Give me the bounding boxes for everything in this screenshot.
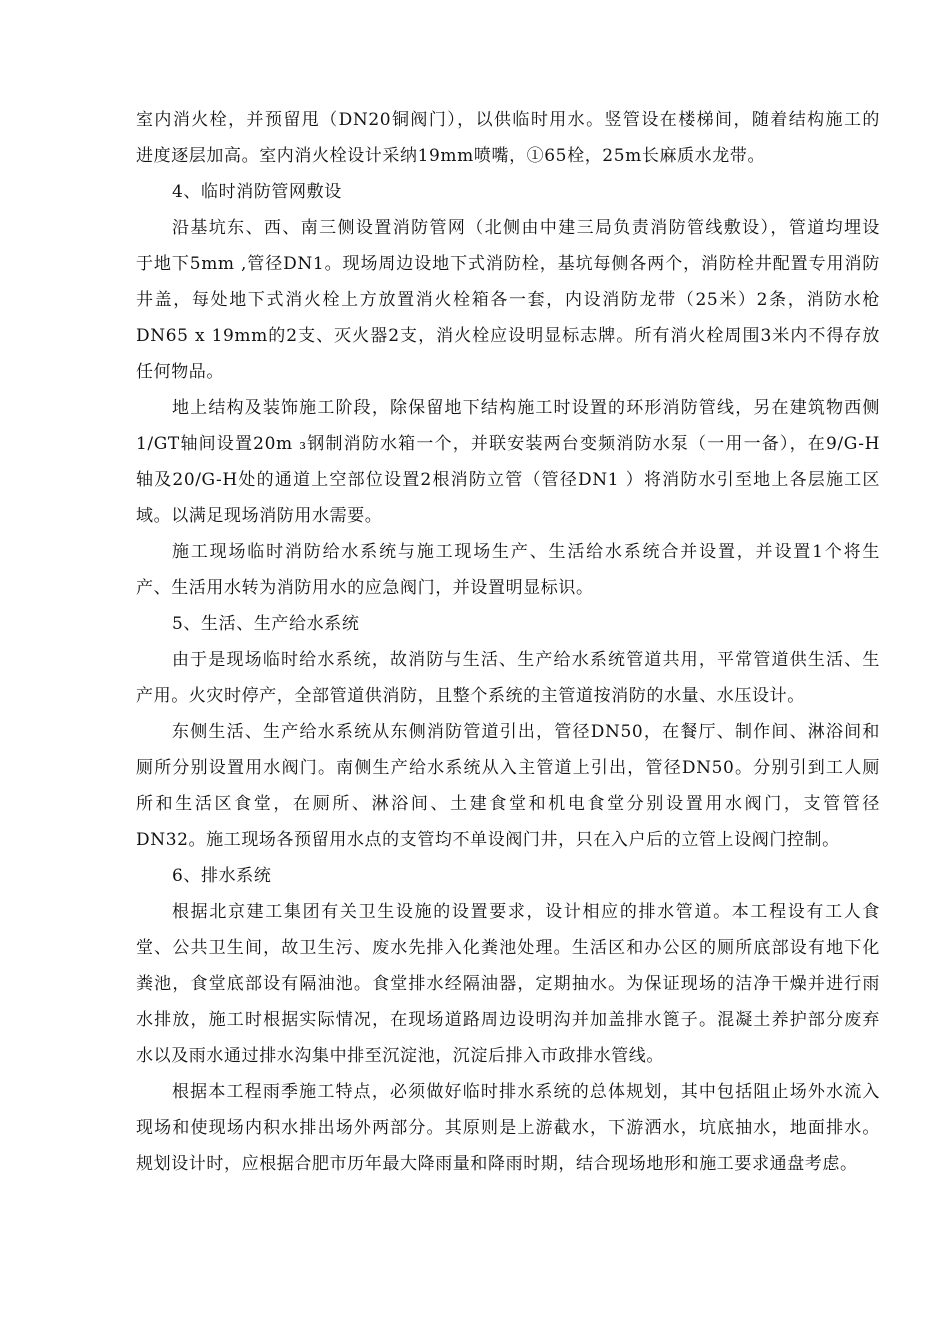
text-line: 由于是现场临时给水系统，故消防与生活、生产给水系统管道共用，平常管道供生活、生 — [172, 650, 880, 670]
text-line: 根据北京建工集团有关卫生设施的设置要求，设计相应的排水管道。本工程设有工人食 — [172, 902, 880, 922]
text-line: 任何物品。 — [136, 362, 224, 382]
text-line: 沿基坑东、西、南三侧设置消防管网（北侧由中建三局负责消防管线敷设），管道均埋设 — [172, 218, 880, 238]
text-line: 粪池，食堂底部设有隔油池。食堂排水经隔油器，定期抽水。为保证现场的洁净干燥并进行雨 — [136, 974, 880, 994]
text-line: 地上结构及装饰施工阶段，除保留地下结构施工时设置的环形消防管线，另在建筑物西侧 — [172, 398, 880, 418]
text-line: 域。以满足现场消防用水需要。 — [136, 506, 383, 526]
text-line: 进度逐层加高。室内消火栓设计采纳19mm喷嘴，①65栓，25m长麻质水龙带。 — [136, 146, 766, 166]
paragraph — [136, 210, 880, 390]
text-line: 轴及20/G-H处的通道上空部位设置2根消防立管（管径DN1 ）将消防水引至地上各层施工区 — [136, 470, 880, 490]
text-line: DN65 x 19mm的2支、灭火器2支，消火栓应设明显标志牌。所有消火栓周围3米内不得存放 — [136, 326, 880, 346]
text-line: 规划设计时，应根据合肥市历年最大降雨量和降雨时期，结合现场地形和施工要求通盘考虑。 — [136, 1154, 858, 1174]
paragraph — [136, 534, 880, 606]
heading-text: 6、排水系统 — [172, 866, 272, 886]
text-line: 水以及雨水通过排水沟集中排至沉淀池，沉淀后排入市政排水管线。 — [136, 1046, 664, 1066]
text-line: 产、生活用水转为消防用水的应急阀门，并设置明显标识。 — [136, 578, 594, 598]
text-line: 堂、公共卫生间，故卫生污、废水先排入化粪池处理。生活区和办公区的厕所底部设有地下化 — [136, 938, 880, 958]
paragraph — [136, 102, 880, 174]
paragraph — [136, 390, 880, 534]
text-line: DN32。施工现场各预留用水点的支管均不单设阀门井，只在入户后的立管上设阀门控制。 — [136, 830, 840, 850]
paragraph — [136, 714, 880, 858]
text-line: 室内消火栓，并预留甩（DN20铜阀门），以供临时用水。竖管设在楼梯间，随着结构施工的 — [136, 110, 880, 130]
text-line: 于地下5mm ,管径DN1。现场周边设地下式消防栓，基坑每侧各两个，消防栓井配置专用消防 — [136, 254, 880, 274]
text-line: 产用。火灾时停产，全部管道供消防，且整个系统的主管道按消防的水量、水压设计。 — [136, 686, 805, 706]
text-line: 东侧生活、生产给水系统从东侧消防管道引出，管径DN50，在餐厅、制作间、淋浴间和 — [172, 722, 880, 742]
text-line: 根据本工程雨季施工特点，必须做好临时排水系统的总体规划，其中包括阻止场外水流入 — [172, 1082, 880, 1102]
text-line: 水排放，施工时根据实际情况，在现场道路周边设明沟并加盖排水篦子。混凝土养护部分废弃 — [136, 1010, 880, 1030]
text-line: 1/GT轴间设置20m ₃钢制消防水箱一个，并联安装两台变频消防水泵（一用一备），在9/G-H — [136, 434, 880, 454]
heading-text: 5、生活、生产给水系统 — [172, 614, 360, 634]
document-page — [136, 102, 880, 1182]
text-line: 所和生活区食堂，在厕所、淋浴间、土建食堂和机电食堂分别设置用水阀门，支管管径 — [136, 794, 880, 814]
section-heading — [136, 174, 880, 210]
section-heading — [136, 606, 880, 642]
section-heading — [136, 858, 880, 894]
paragraph — [136, 1074, 880, 1182]
text-line: 施工现场临时消防给水系统与施工现场生产、生活给水系统合并设置，并设置1个将生 — [172, 542, 880, 562]
paragraph — [136, 642, 880, 714]
text-line: 厕所分别设置用水阀门。南侧生产给水系统从入主管道上引出，管径DN50。分别引到工人厕 — [136, 758, 880, 778]
heading-text: 4、临时消防管网敷设 — [172, 182, 342, 202]
text-line: 井盖，每处地下式消火栓上方放置消火栓箱各一套，内设消防龙带（25米）2条，消防水枪 — [136, 290, 880, 310]
paragraph — [136, 894, 880, 1074]
text-line: 现场和使现场内积水排出场外两部分。其原则是上游截水，下游洒水，坑底抽水，地面排水。 — [136, 1118, 880, 1138]
